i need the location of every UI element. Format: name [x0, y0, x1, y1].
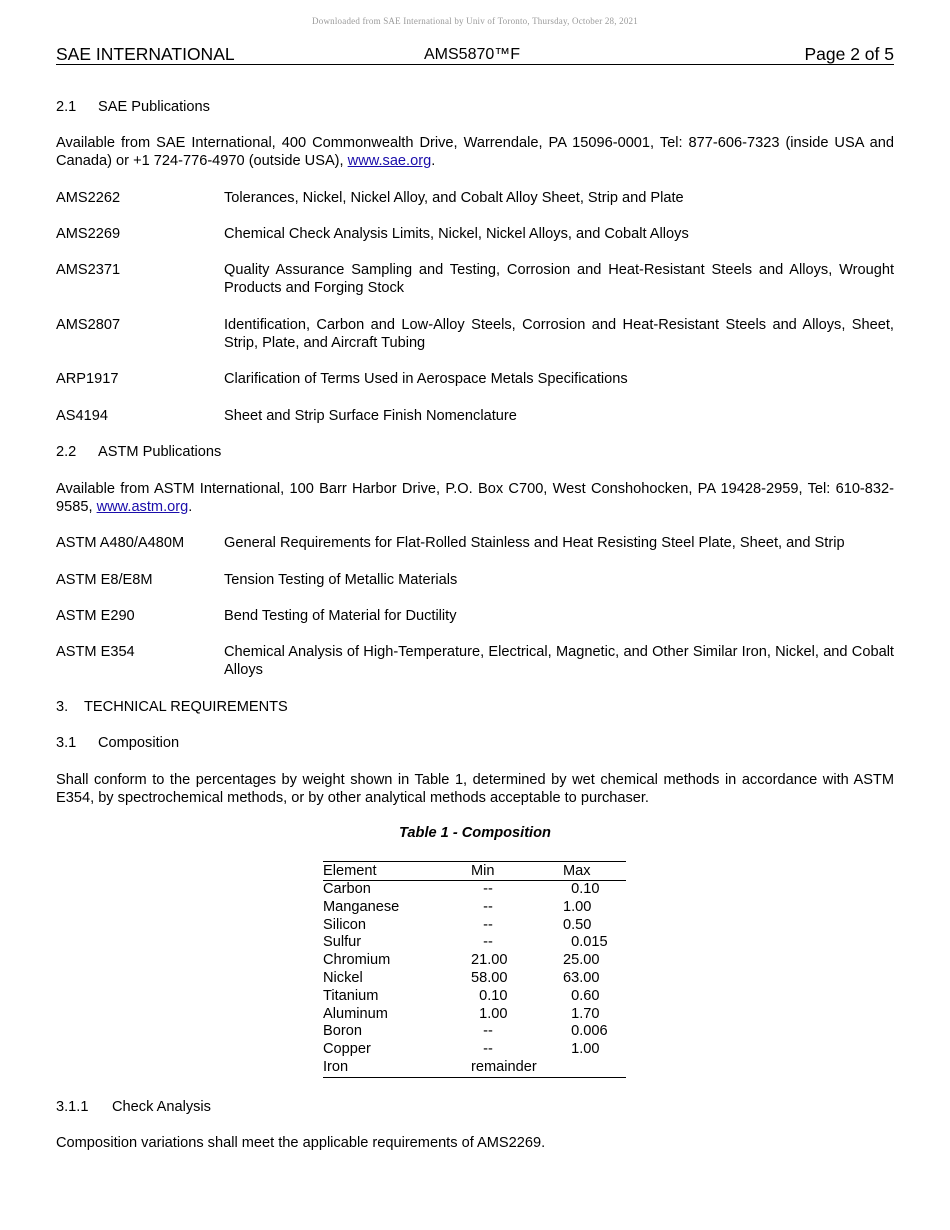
table-row [323, 988, 626, 1006]
section-heading-3-1-1 [56, 1098, 894, 1116]
section-heading-3-1 [56, 734, 894, 752]
reference-code: AS4194 [56, 408, 108, 424]
reference-title: Chemical Check Analysis Limits, Nickel, Nickel Alloys, and Cobalt Alloys [224, 226, 689, 242]
element-cell: Titanium [323, 987, 379, 1004]
reference-entry [56, 316, 894, 352]
astm-availability-paragraph: Available from ASTM International, 100 Barr Harbor Drive, P.O. Box C700, West Conshohocken, PA 19428-2959, Tel: 610-832-9585, www.astm.org. [56, 481, 894, 515]
reference-code: AMS2807 [56, 317, 121, 333]
element-cell: Manganese [323, 898, 400, 915]
page-header [56, 44, 894, 65]
min-cell: -- [471, 934, 493, 951]
table-row [323, 934, 626, 952]
table-row [323, 1006, 626, 1024]
element-cell: Iron [323, 1059, 471, 1077]
min-cell: 1.00 [471, 1005, 508, 1022]
min-cell: -- [471, 1023, 493, 1040]
reference-code: ASTM E354 [56, 644, 135, 660]
reference-code: AMS2269 [56, 226, 121, 242]
max-cell [563, 1059, 626, 1077]
element-cell: Carbon [323, 881, 371, 897]
element-cell: Boron [323, 1023, 362, 1040]
min-cell: -- [471, 898, 493, 915]
reference-title: Clarification of Terms Used in Aerospace Metals Specifications [224, 371, 628, 387]
reference-title: Quality Assurance Sampling and Testing, Corrosion and Heat-Resistant Steels and Alloys, Wrought Products and Forging Stock [224, 262, 894, 296]
reference-title: Tension Testing of Metallic Materials [224, 572, 458, 588]
reference-entry [56, 225, 894, 243]
element-cell: Aluminum [323, 1005, 388, 1022]
reference-entry [56, 407, 894, 425]
reference-entry [56, 571, 894, 589]
section-heading-2-2 [56, 443, 894, 461]
check-analysis-paragraph: Composition variations shall meet the applicable requirements of AMS2269. [56, 1135, 546, 1151]
section-number: 2.2 [56, 444, 77, 460]
column-header-min: Min [471, 862, 563, 881]
min-cell: 0.10 [471, 987, 508, 1004]
min-cell: 58.00 [471, 969, 508, 986]
astm-website-link[interactable]: www.astm.org [96, 499, 189, 515]
max-cell: 0.10 [563, 881, 600, 897]
column-header-element: Element [323, 862, 471, 881]
section-heading-2-1 [56, 98, 894, 116]
table-row [323, 952, 626, 970]
section-title: TECHNICAL REQUIREMENTS [84, 699, 288, 715]
table-row [323, 1023, 626, 1041]
reference-title: Bend Testing of Material for Ductility [224, 608, 457, 624]
section-heading-3 [56, 698, 894, 716]
element-cell: Chromium [323, 952, 391, 969]
reference-entry [56, 370, 894, 388]
min-cell: -- [471, 881, 493, 897]
reference-entry [56, 189, 894, 207]
reference-code: ASTM E8/E8M [56, 572, 153, 588]
min-cell: -- [471, 1041, 493, 1058]
reference-title: General Requirements for Flat-Rolled Stainless and Heat Resisting Steel Plate, Sheet, and Strip [224, 535, 845, 551]
table-header-row [323, 862, 626, 881]
reference-code: AMS2262 [56, 190, 121, 206]
section-number: 3.1 [56, 735, 77, 751]
reference-title: Identification, Carbon and Low-Alloy Steels, Corrosion and Heat-Resistant Steels and Alloys, Sheet, Strip, Plate, and Aircraft Tubing [224, 317, 894, 351]
composition-paragraph: Shall conform to the percentages by weight shown in Table 1, determined by wet chemical methods in accordance with ASTM E354, by spectrochemical methods, or by other analytical methods acceptable to purchaser. [56, 772, 894, 806]
table-row [323, 970, 626, 988]
section-title: Composition [98, 735, 180, 751]
reference-title: Tolerances, Nickel, Nickel Alloy, and Cobalt Alloy Sheet, Strip and Plate [224, 190, 684, 206]
max-cell: 0.015 [563, 934, 608, 951]
section-title: Check Analysis [112, 1099, 211, 1115]
section-number: 2.1 [56, 99, 77, 115]
max-cell: 0.60 [563, 987, 600, 1004]
max-cell: 1.00 [563, 898, 592, 915]
max-cell: 1.70 [563, 1005, 600, 1022]
max-cell: 0.50 [563, 916, 592, 933]
reference-title: Sheet and Strip Surface Finish Nomenclature [224, 408, 517, 424]
element-cell: Sulfur [323, 934, 362, 951]
max-cell: 63.00 [563, 969, 600, 986]
composition-table [323, 861, 626, 1078]
reference-code: ASTM E290 [56, 608, 135, 624]
header-doc-id: AMS5870™F [424, 46, 521, 63]
section-title: SAE Publications [98, 99, 210, 115]
table-row [323, 1059, 626, 1077]
availability-text: Available from SAE International, 400 Commonwealth Drive, Warrendale, PA 15096-0001, Tel: 877-606-7323 (inside USA and Canada) or +1 724-776-4970 (outside USA), [56, 135, 894, 169]
reference-entry [56, 607, 894, 625]
availability-text: Available from ASTM International, 100 Barr Harbor Drive, P.O. Box C700, West Conshohocken, PA 19428-2959, Tel: 610-832-9585, [56, 481, 894, 515]
max-cell: 1.00 [563, 1041, 600, 1058]
column-header-max: Max [563, 862, 626, 881]
element-cell: Copper [323, 1041, 371, 1058]
max-cell: 25.00 [563, 952, 600, 969]
section-title: ASTM Publications [98, 444, 222, 460]
reference-code: AMS2371 [56, 262, 121, 278]
sae-availability-paragraph: Available from SAE International, 400 Commonwealth Drive, Warrendale, PA 15096-0001, Tel: 877-606-7323 (inside USA and Canada) or +1 724-776-4970 (outside USA), www.sae.org. [56, 135, 894, 169]
section-number: 3.1.1 [56, 1099, 89, 1115]
element-cell: Silicon [323, 916, 366, 933]
download-notice: Downloaded from SAE International by Univ of Toronto, Thursday, October 28, 2021 [312, 16, 638, 26]
reference-code: ASTM A480/A480M [56, 535, 185, 551]
reference-title: Chemical Analysis of High-Temperature, Electrical, Magnetic, and Other Similar Iron, Nickel, and Cobalt Alloys [224, 644, 894, 678]
table-row [323, 917, 626, 935]
reference-entry [56, 534, 894, 552]
table-row [323, 899, 626, 917]
reference-entry [56, 643, 894, 679]
min-cell: remainder [471, 1059, 563, 1077]
table-caption: Table 1 - Composition [399, 825, 551, 841]
header-page-number: Page 2 of 5 [804, 44, 894, 64]
element-cell: Nickel [323, 969, 363, 986]
header-org: SAE INTERNATIONAL [56, 44, 235, 64]
section-number: 3. [56, 699, 69, 715]
min-cell: 21.00 [471, 952, 508, 969]
max-cell: 0.006 [563, 1023, 608, 1040]
sae-website-link[interactable]: www.sae.org [347, 153, 432, 169]
table-row [323, 1041, 626, 1059]
table-row [323, 881, 626, 899]
min-cell: -- [471, 916, 493, 933]
reference-entry [56, 261, 894, 297]
reference-code: ARP1917 [56, 371, 119, 387]
